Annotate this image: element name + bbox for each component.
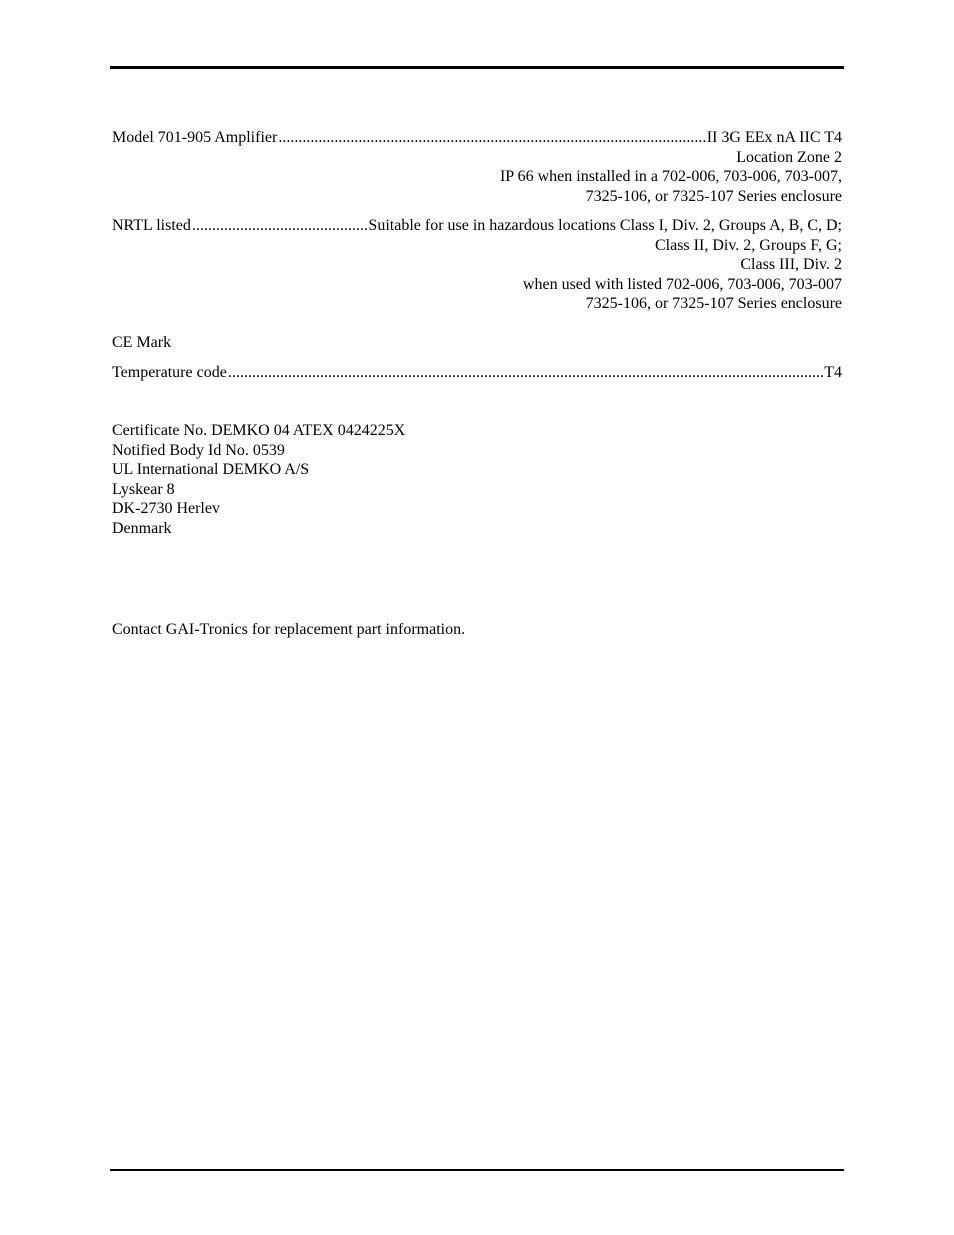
- ce-mark-label: CE Mark: [112, 334, 172, 351]
- nrtl-spec-row: [112, 216, 842, 236]
- model-spec-continuation: Location Zone 2: [736, 148, 842, 166]
- contact-section: [112, 620, 842, 640]
- dot-leader: [228, 363, 823, 383]
- model-spec-value: II 3G EEx nA IIC T4: [706, 129, 842, 146]
- dot-leader: [278, 128, 705, 148]
- contact-text: Contact GAI-Tronics for replacement part information.: [112, 621, 466, 638]
- temperature-row: [112, 363, 842, 383]
- certificate-line: Denmark: [112, 519, 172, 537]
- header-rule: [110, 66, 844, 69]
- certificate-line: Lyskear 8: [112, 480, 175, 498]
- nrtl-spec: [112, 216, 842, 314]
- dot-leader: [192, 216, 368, 236]
- model-spec-row: [112, 128, 842, 148]
- footer-rule: [110, 1169, 844, 1171]
- model-spec: [112, 128, 842, 206]
- certificate-block: [112, 421, 842, 539]
- model-spec-label: Model 701-905 Amplifier: [112, 129, 278, 146]
- certificate-line: UL International DEMKO A/S: [112, 461, 310, 479]
- nrtl-spec-value: Suitable for use in hazardous locations Class I, Div. 2, Groups A, B, C, D;: [368, 217, 842, 234]
- ce-mark-section: [112, 333, 842, 353]
- certificate-line: Notified Body Id No. 0539: [112, 441, 285, 459]
- certificate-line: Certificate No. DEMKO 04 ATEX 0424225X: [112, 422, 406, 439]
- temperature-section: [112, 363, 842, 383]
- model-spec-continuation: IP 66 when installed in a 702-006, 703-006, 703-007,: [499, 168, 842, 186]
- temperature-label: Temperature code: [112, 364, 227, 381]
- nrtl-spec-continuation: 7325-106, or 7325-107 Series enclosure: [585, 295, 842, 313]
- nrtl-spec-continuation: Class III, Div. 2: [740, 256, 842, 274]
- model-spec-continuation: 7325-106, or 7325-107 Series enclosure: [585, 187, 842, 205]
- certificate-line: DK-2730 Herlev: [112, 500, 220, 518]
- nrtl-spec-label: NRTL listed: [112, 217, 191, 234]
- nrtl-spec-continuation: Class II, Div. 2, Groups F, G;: [654, 236, 842, 254]
- nrtl-spec-continuation: when used with listed 702-006, 703-006, 703-007: [522, 275, 842, 293]
- temperature-value: T4: [824, 364, 842, 381]
